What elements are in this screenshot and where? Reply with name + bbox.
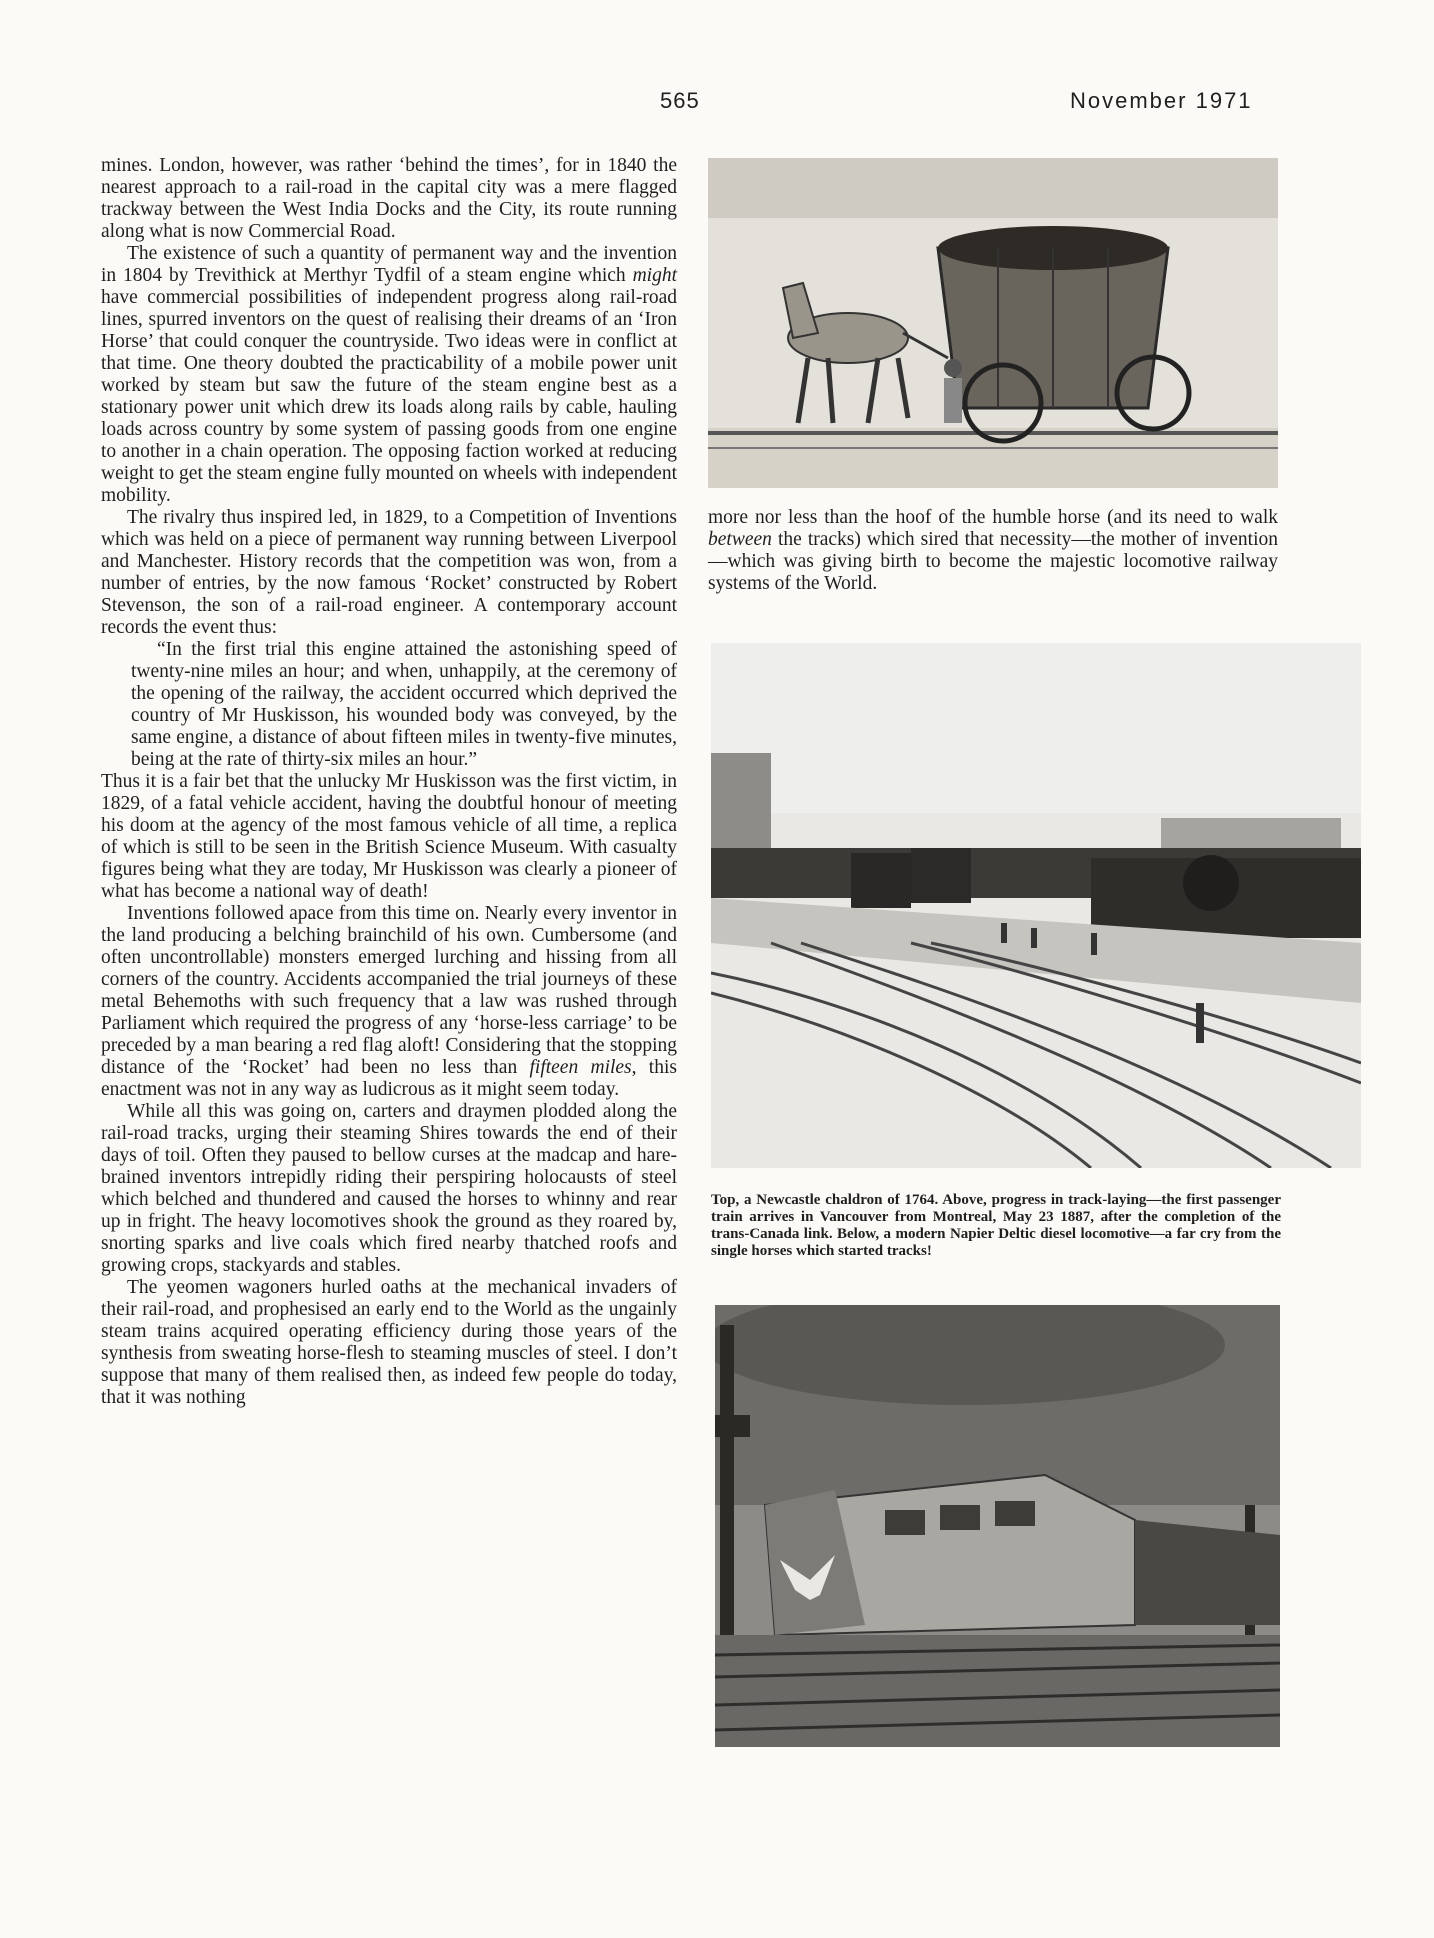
paragraph: The existence of such a quantity of permanent way and the invention in 1804 by Trevithick at Merthyr Tydfil of a steam engine which might have commercial possibilities of independent progress along rail-road lines, spurred inventors on the quest of realising their dreams of an ‘Iron Horse’ that could conquer the countryside. Two ideas were in conflict at that time. One theory doubted the practicability of a mobile power unit worked by steam but saw the future of the steam engine best as a stationary power unit which drew its loads along rails by cable, hauling loads across country by some system of passing goods from one engine to another in a chain operation. The opposing faction worked at reducing weight to get the steam engine fully mounted on wheels with independent mobility.	[101, 243, 677, 506]
paragraph: The yeomen wagoners hurled oaths at the mechanical invaders of their rail-road, and prophesised an early end to the World as the ungainly steam trains acquired operating efficiency during those years of the synthesis from sweating horse-flesh to steaming muscles of steel. I don’t suppose that many of them realised then, as indeed few people do today, that it was nothing	[101, 1277, 677, 1408]
page-number: 565	[660, 88, 700, 113]
paragraph: While all this was going on, carters and draymen plodded along the rail-road tracks, urging their steaming Shires towards the end of their days of toil. Often they paused to bellow curses at the madcap and hare-brained inventors intrepidly riding their perspiring holocausts of steel which belched and thundered and caused the horses to whinny and rear up in fright. The heavy locomotives shook the ground as they roared by, snorting sparks and live coals which fired nearby thatched roofs and growing crops, stackyards and stables.	[101, 1101, 677, 1276]
paragraph: Inventions followed apace from this time on. Nearly every inventor in the land producing a belching brainchild of his own. Cumbersome (and often uncontrollable) monsters emerged lurching and hissing from all corners of the country. Accidents accompanied the trial journeys of these metal Behemoths with such frequency that a law was rushed through Parliament which required the progress of any ‘horse-less carriage’ to be preceded by a man bearing a red flag aloft! Considering that the stopping distance of the ‘Rocket’ had been no less than fifteen miles, this enactment was not in any way as ludicrous as it might seem today.	[101, 903, 677, 1100]
deltic-locomotive-photo	[715, 1305, 1280, 1747]
vancouver-station-photo	[711, 643, 1361, 1168]
chaldron-illustration	[708, 158, 1278, 488]
image-caption: Top, a Newcastle chaldron of 1764. Above, progress in track-laying—the first passenger train arrives in Vancouver from Montreal, May 23 1887, after the completion of the trans-Canada link. Below, a modern Napier Deltic diesel locomotive—a far cry from the single horses which started tracks!	[711, 1192, 1281, 1259]
block-quote: “In the first trial this engine attained the astonishing speed of twenty-nine miles an hour; and when, unhappily, at the ceremony of the opening of the railway, the accident occurred which deprived the country of Mr Huskisson, his wounded body was conveyed, by the same engine, a distance of about fifteen miles in twenty-five minutes, being at the rate of thirty-six miles an hour.”	[131, 639, 677, 770]
issue-date: November 1971	[1070, 88, 1253, 113]
right-column-text	[708, 507, 1278, 595]
paragraph: The rivalry thus inspired led, in 1829, to a Competition of Inventions which was held on a piece of permanent way running between Liverpool and Manchester. History records that the competition was won, from a number of entries, by the now famous ‘Rocket’ constructed by Robert Stevenson, the son of a rail-road engineer. A contemporary account records the event thus:	[101, 507, 677, 638]
left-column	[101, 155, 677, 1409]
paragraph: Thus it is a fair bet that the unlucky Mr Huskisson was the first victim, in 1829, of a fatal vehicle accident, having the doubtful honour of meeting his doom at the agency of the most famous vehicle of all time, a replica of which is still to be seen in the British Science Museum. With casualty figures being what they are today, Mr Huskisson was clearly a pioneer of what has become a national way of death!	[101, 771, 677, 902]
paragraph: more nor less than the hoof of the humble horse (and its need to walk between the tracks) which sired that necessity—the mother of invention—which was giving birth to become the majestic locomotive railway systems of the World.	[708, 507, 1278, 594]
paragraph: mines. London, however, was rather ‘behind the times’, for in 1840 the nearest approach to a rail-road in the capital city was a mere flagged trackway between the West India Docks and the City, its route running along what is now Commercial Road.	[101, 155, 677, 242]
